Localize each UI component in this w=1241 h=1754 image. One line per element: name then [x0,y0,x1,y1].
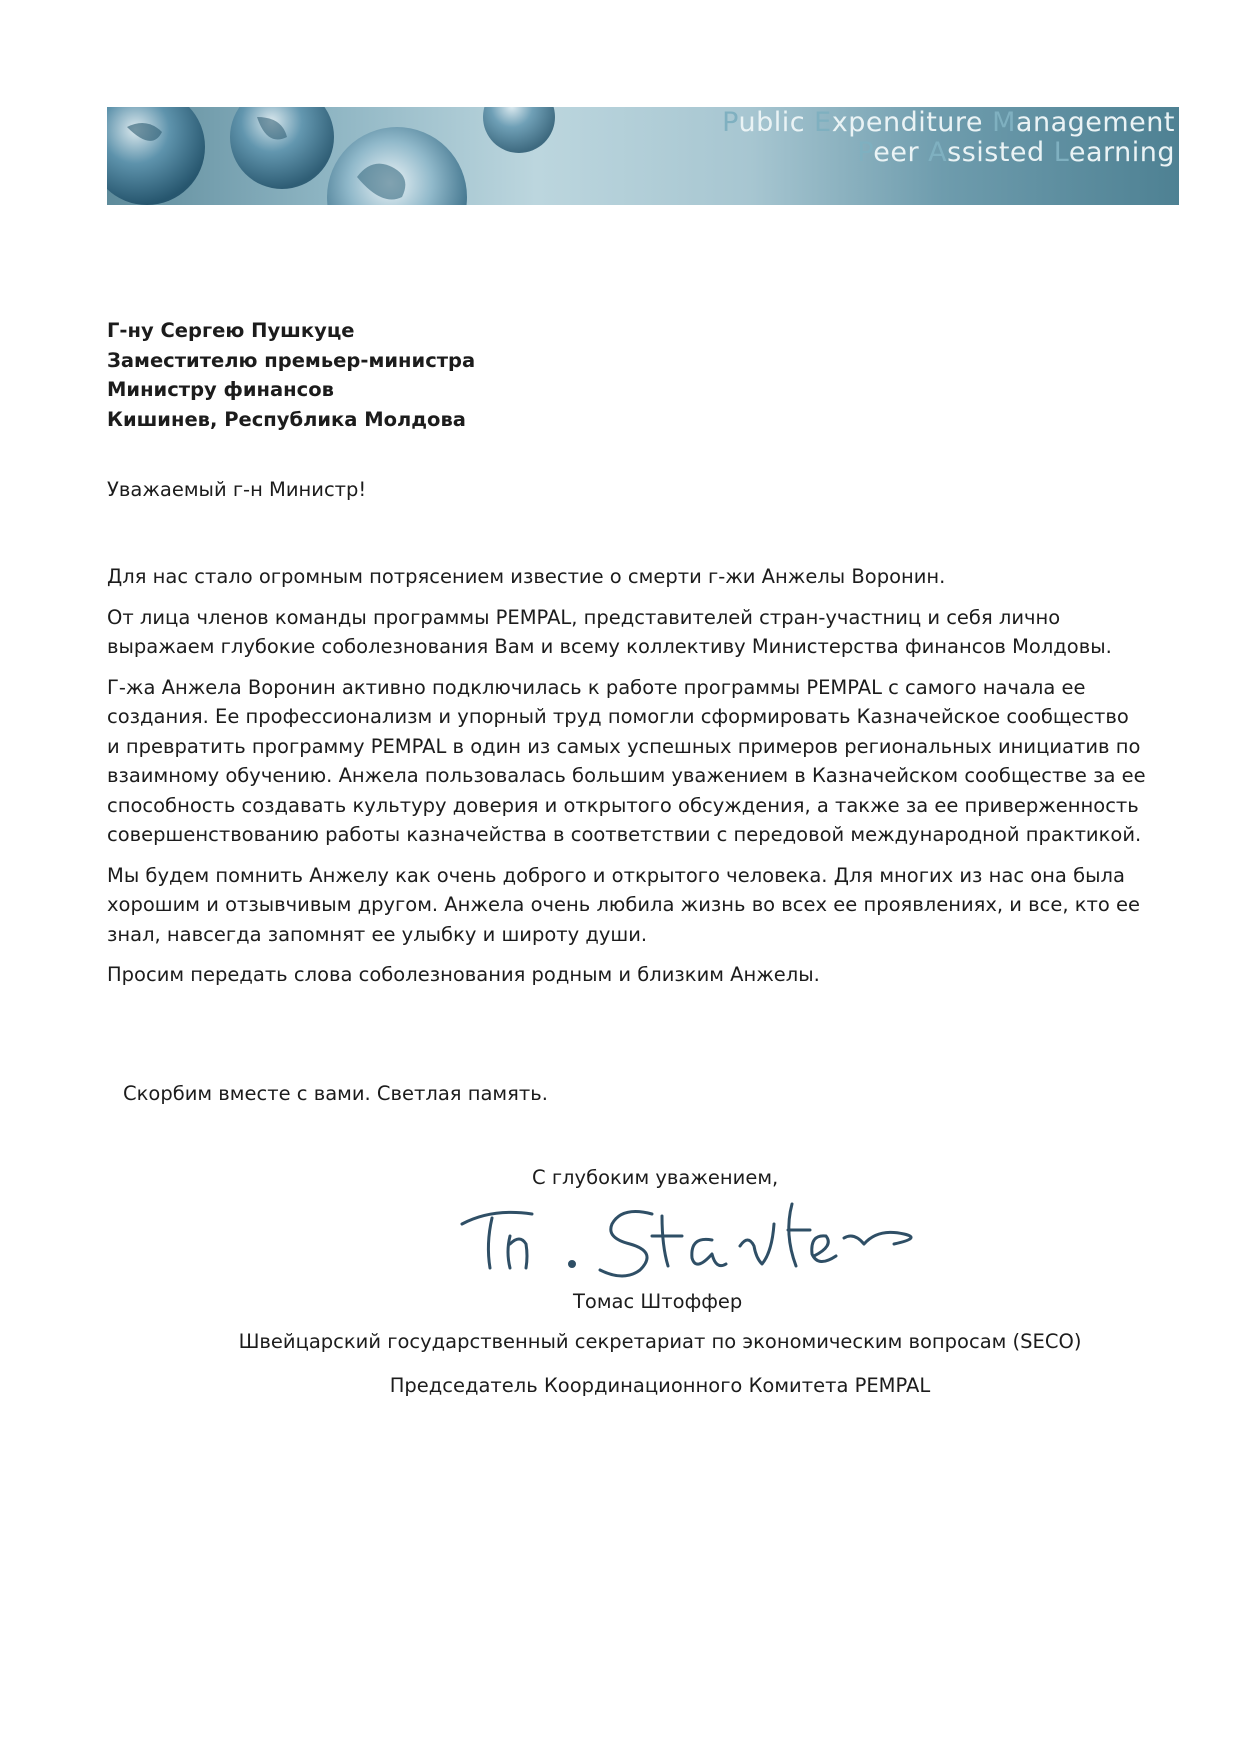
banner-initial-e: E [814,107,832,138]
paragraph-3: Г-жа Анжела Воронин активно подключилась к работе программы PEMPAL с самого начала ее создания. Ее профессионализм и упорный труд помогли сформировать Казначейское сообщество и превратить программу PEMPAL в один из самых успешных примеров региональных инициатив по взаимному обучению. Анжела пользовалась большим уважением в Казначейском сообществе за ее способность создавать культуру доверия и открытого обсуждения, а также за ее приверженность совершенствованию работы казначейства в соответствии с передовой международной практикой. [107,675,1146,846]
paragraph-1: Для нас стало огромным потрясением известие о смерти г-жи Анжелы Воронин. [107,565,946,588]
handwritten-signature [452,1196,932,1292]
closing-phrase: С глубоким уважением, [532,1166,779,1189]
paragraph-5: Просим передать слова соболезнования родным и близким Анжелы. [107,963,820,986]
letter-body [107,562,1147,1001]
banner-initial-m: M [992,107,1016,138]
paragraph-4: Мы будем помнить Анжелу как очень доброго и открытого человека. Для многих из нас она была хорошим и отзывчивым другом. Анжела очень любила жизнь во всех ее проявлениях, и все, кто ее знал, навсегда запомнят ее улыбку и широту души. [107,863,1141,946]
signer-organization: Швейцарский государственный секретариат по экономическим вопросам (SECO) [238,1330,1082,1353]
banner-line-1: Public Expenditure Management [722,107,1175,138]
banner-initial-p: P [722,107,739,138]
salutation: Уважаемый г-н Министр! [107,478,367,501]
pempal-header-banner [107,107,1179,205]
recipient-title-1: Заместителю премьер-министра [107,348,476,372]
recipient-title-2: Министру финансов [107,378,334,401]
signer-position: Председатель Координационного Комитета PEMPAL [389,1374,931,1397]
recipient-address [107,316,475,434]
banner-initial-l: L [1053,137,1069,168]
recipient-name: Г-ну Сергею Пушкуце [107,319,355,342]
paragraph-2: От лица членов команды программы PEMPAL, представителей стран-участниц и себя лично выражаем глубокие соболезнования Вам и всему коллективу Министерства финансов Молдовы. [107,605,1112,658]
banner-initial-a: A [928,137,948,168]
signer-name: Томас Штоффер [573,1290,743,1313]
banner-initial-p2: P [857,137,874,168]
recipient-location: Кишинев, Республика Молдова [107,407,466,431]
banner-line-2: Peer Assisted Learning [857,137,1175,168]
mourning-line: Скорбим вместе с вами. Светлая память. [123,1082,548,1105]
